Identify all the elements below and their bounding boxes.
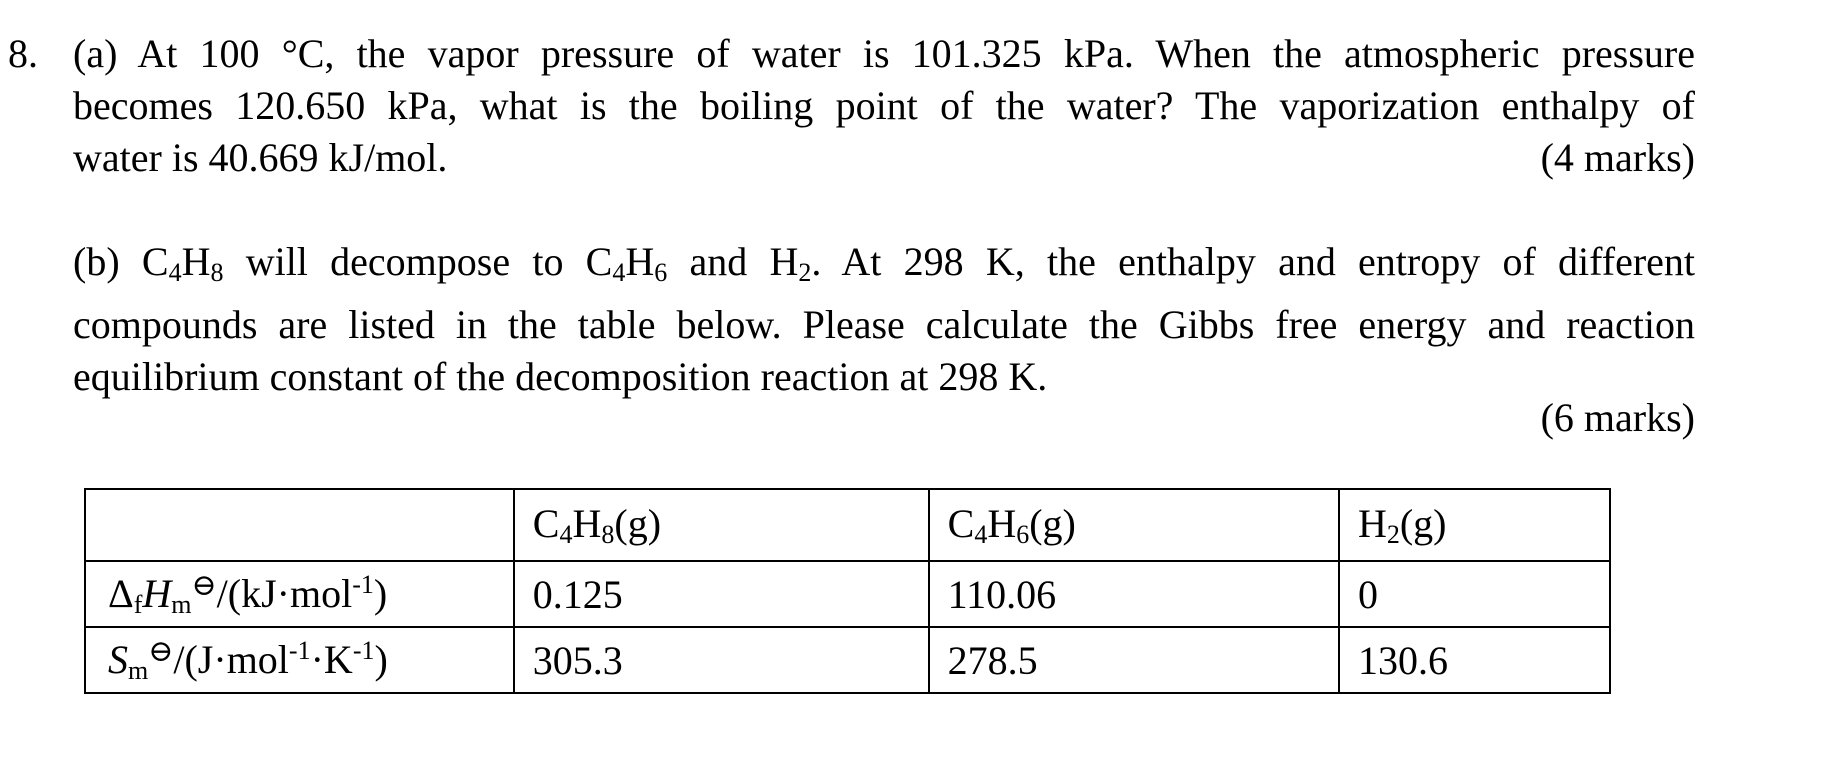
part-b-l1-sub4: 6	[654, 258, 668, 287]
header-h2-sub1: 2	[1386, 520, 1400, 549]
header-h2-h: H	[1357, 501, 1387, 546]
part-b-l1-pre: (b) C	[73, 239, 169, 284]
header-c4h6-c: C	[947, 501, 975, 546]
header-c4h8-sub1: 4	[559, 520, 573, 549]
part-a-text	[73, 28, 1695, 184]
table-header-c4h8	[514, 489, 929, 561]
entropy-unit-close: )	[374, 637, 388, 682]
cell-entropy-c4h6: 278.5	[929, 627, 1339, 693]
part-b-l1-mid1: H	[181, 239, 211, 284]
header-c4h6-phase: (g)	[1029, 501, 1076, 546]
part-b-marks: (6 marks)	[1540, 395, 1695, 440]
header-c4h6-sub1: 4	[974, 520, 988, 549]
entropy-unit-exp2: -1	[352, 636, 375, 665]
part-b-line-1	[73, 236, 1695, 299]
part-b-text	[73, 236, 1695, 403]
table-header-empty-cell	[85, 489, 514, 561]
part-b-l1-post: . At 298 K, the enthalpy and entropy of different	[811, 239, 1696, 284]
sub-m-entropy: m	[128, 656, 149, 685]
table-header-c4h6	[929, 489, 1339, 561]
cell-enthalpy-c4h6: 110.06	[929, 561, 1339, 627]
thermo-data-table	[84, 488, 1611, 694]
cell-entropy-c4h8: 305.3	[514, 627, 929, 693]
part-b-line-2: compounds are listed in the table below. Please calculate the Gibbs free energy and reaction	[73, 302, 1695, 347]
sub-f: f	[133, 590, 143, 619]
enthalpy-unit-close: )	[373, 571, 388, 616]
cell-enthalpy-c4h8: 0.125	[514, 561, 929, 627]
header-c4h8-sub2: 8	[601, 520, 615, 549]
part-a-line-3-text: water is 40.669 kJ/mol.	[73, 135, 448, 180]
enthalpy-symbol: H	[142, 571, 172, 616]
standard-state-symbol-entropy: ⊖	[148, 635, 174, 668]
entropy-unit-k: ·K	[310, 637, 353, 682]
delta-symbol: Δ	[108, 571, 134, 616]
part-b-l1-sub3: 4	[612, 258, 626, 287]
table-header-h2	[1339, 489, 1610, 561]
question-number: 8.	[8, 31, 38, 76]
cell-entropy-h2: 130.6	[1339, 627, 1610, 693]
part-b-l1-sub2: 8	[210, 258, 224, 287]
part-b-l1-sub5: 2	[798, 258, 812, 287]
sub-m: m	[171, 590, 192, 619]
table-row-enthalpy	[85, 561, 1610, 627]
part-b-line-3: equilibrium constant of the decomposition reaction at 298 K.	[73, 354, 1048, 399]
enthalpy-unit: /(kJ·mol	[216, 571, 353, 616]
standard-state-symbol: ⊖	[191, 569, 217, 602]
part-a-marks: (4 marks)	[1540, 135, 1695, 180]
header-c4h8-phase: (g)	[614, 501, 662, 546]
header-c4h8-c: C	[532, 501, 560, 546]
header-h2-phase: (g)	[1399, 501, 1447, 546]
entropy-unit: /(J·mol	[173, 637, 289, 682]
part-b-l1-mid4: and H	[667, 239, 799, 284]
entropy-symbol: S	[108, 637, 128, 682]
table-header-row	[85, 489, 1610, 561]
header-c4h6-h: H	[987, 501, 1017, 546]
part-a-line-2: becomes 120.650 kPa, what is the boiling point of the water? The vaporization enthalpy of	[73, 83, 1695, 128]
part-b-l1-sub1: 4	[168, 258, 182, 287]
header-c4h8-h: H	[572, 501, 602, 546]
row-label-entropy	[85, 627, 514, 693]
part-a-line-1: (a) At 100 °C, the vapor pressure of water is 101.325 kPa. When the atmospheric pressure	[73, 31, 1695, 76]
part-b-l1-mid3: H	[625, 239, 655, 284]
row-label-enthalpy	[85, 561, 514, 627]
part-b-l1-mid2: will decompose to C	[223, 239, 613, 284]
table-row-entropy	[85, 627, 1610, 693]
enthalpy-unit-exponent: -1	[352, 570, 374, 599]
part-a-line-3	[73, 132, 1695, 184]
entropy-unit-exp1: -1	[288, 636, 311, 665]
cell-enthalpy-h2: 0	[1339, 561, 1610, 627]
header-c4h6-sub2: 6	[1016, 520, 1030, 549]
